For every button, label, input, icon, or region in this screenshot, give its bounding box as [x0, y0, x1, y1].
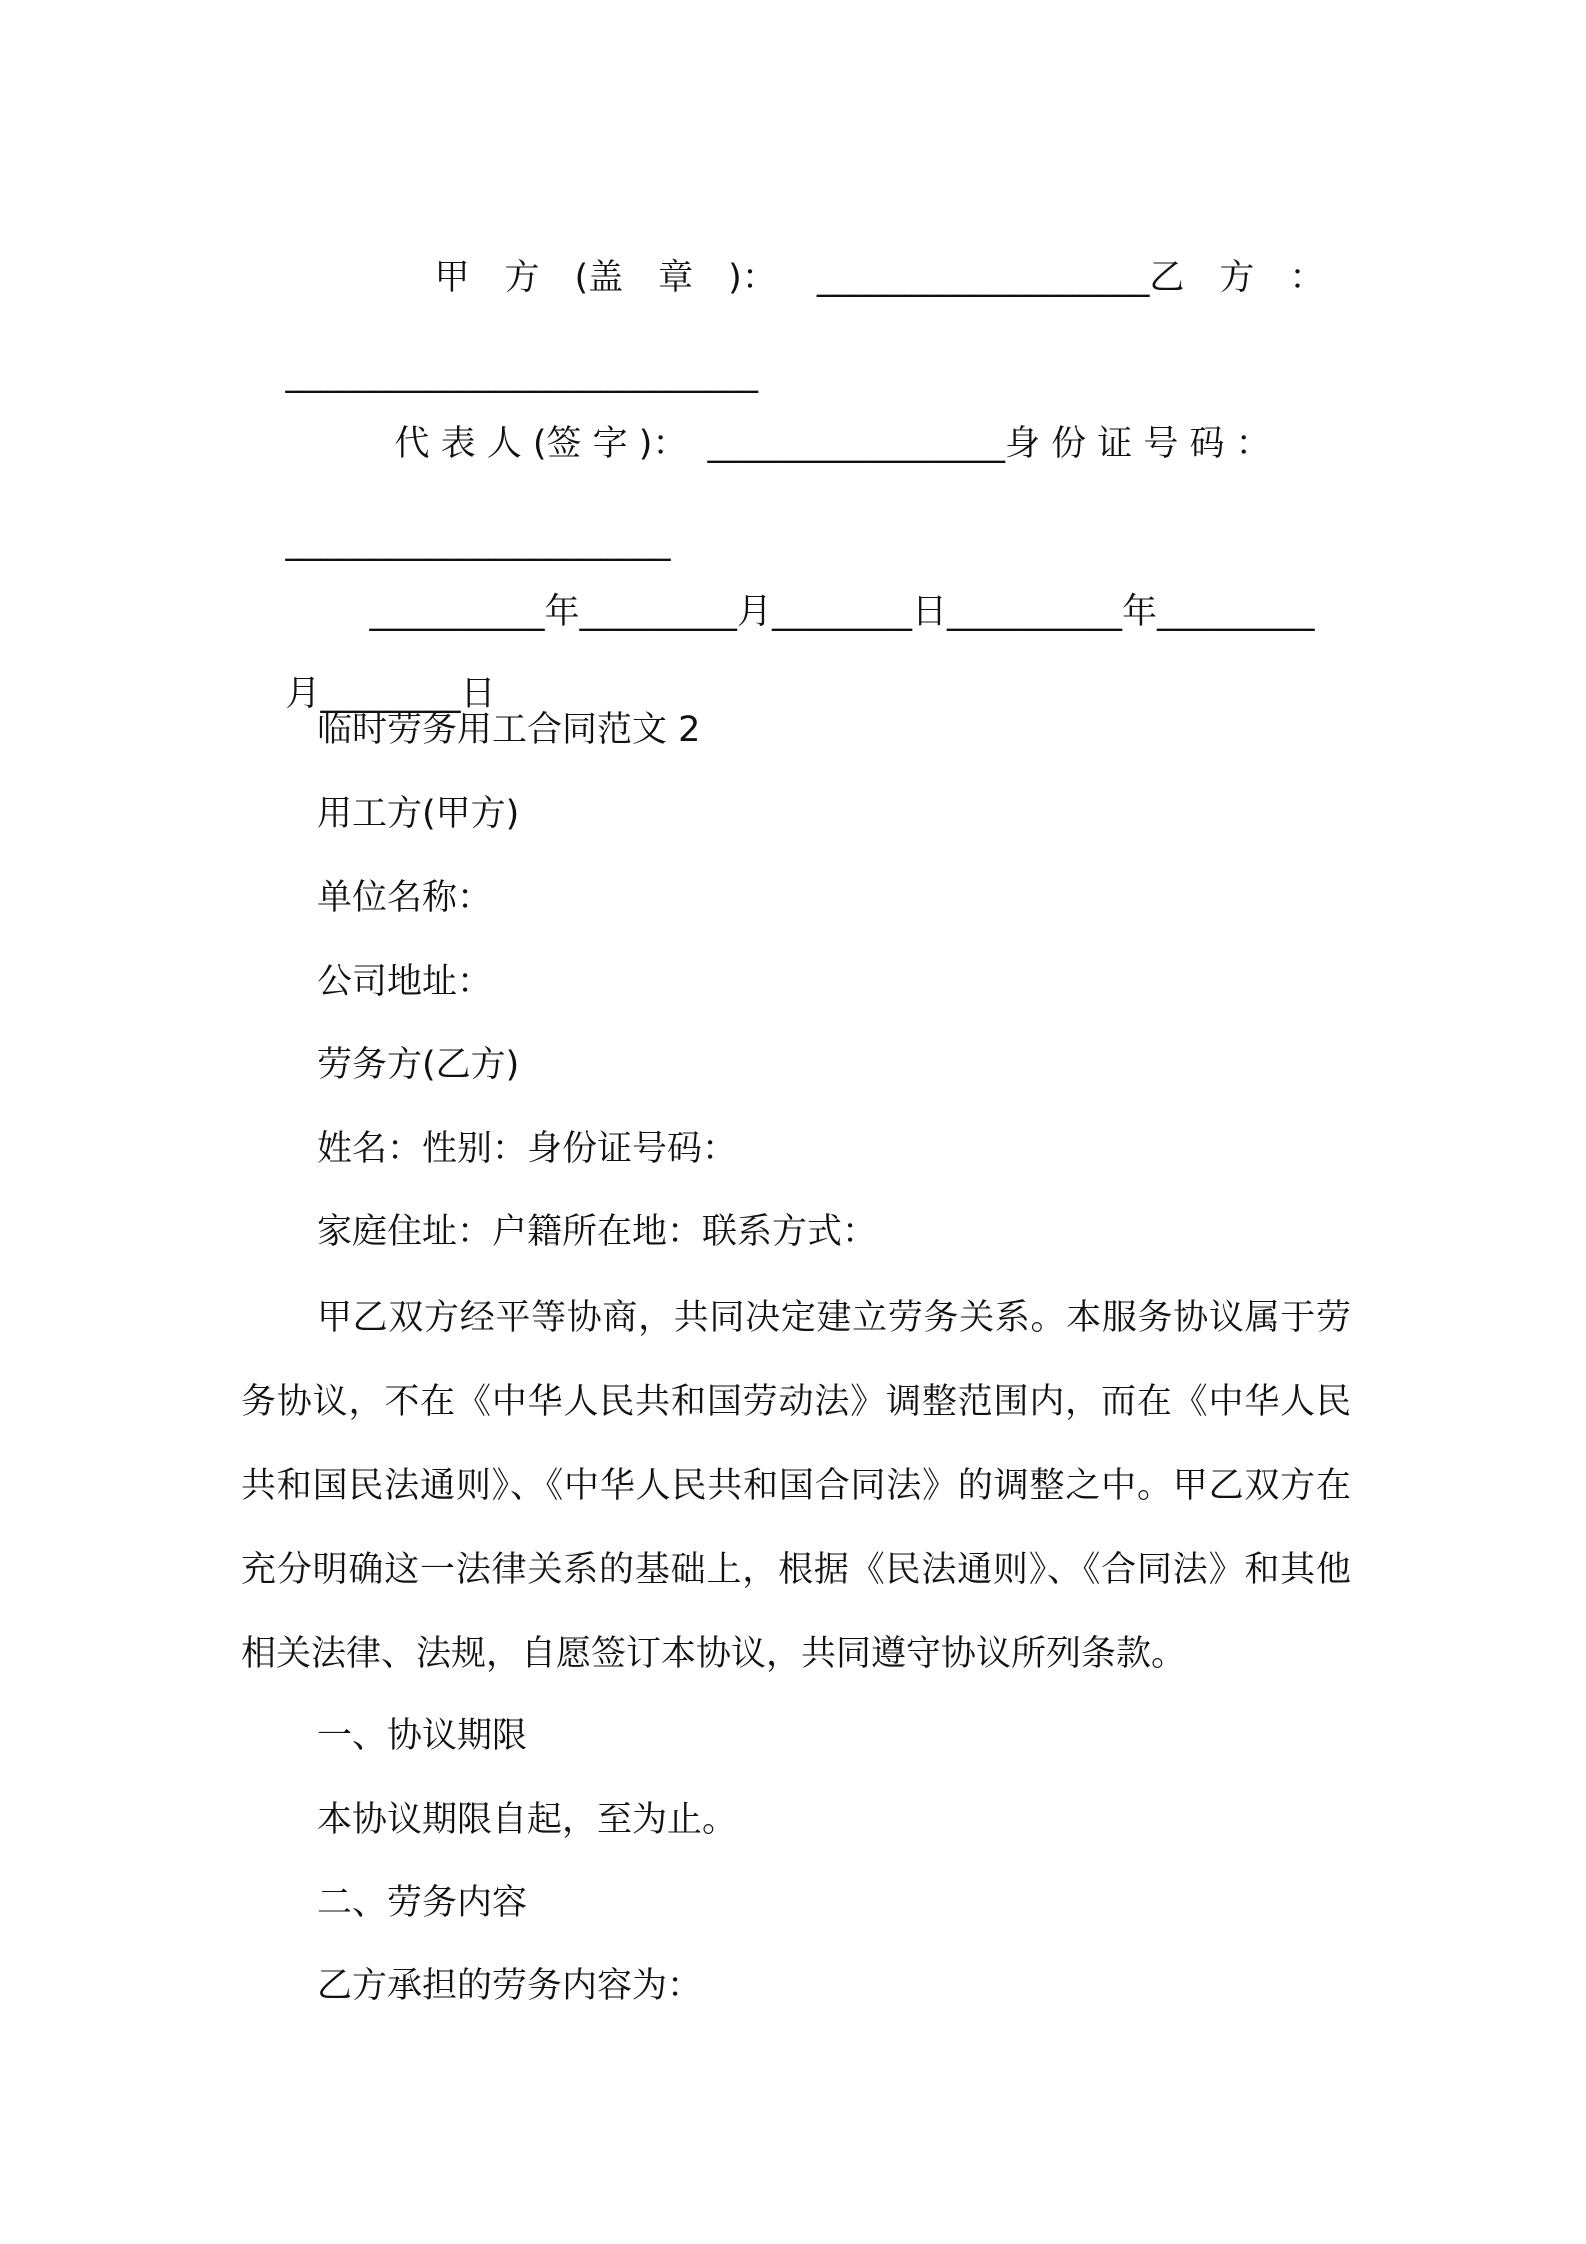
section-1-text: 本协议期限自起，至为止。 — [317, 1800, 738, 1840]
unit-name-field: 单位名称： — [317, 878, 493, 918]
date-line-1: __________年_________月________日__________年_________ — [369, 592, 1315, 632]
worker-info-field: 姓名：性别：身份证号码： — [317, 1129, 738, 1169]
intro-paragraph: 甲乙双方经平等协商，共同决定建立劳务关系。本服务协议属于劳务协议，不在《中华人民共和国劳动法》调整范围内，而在《中华人民共和国民法通则》、《中华人民共和国合同法》的调整之中。甲乙双方在充分明确这一法律关系的基础上，根据《民法通则》、《合同法》和其他相关法律、法规，自愿签订本协议，共同遵守协议所列条款。 — [241, 1298, 1351, 1674]
contract-title: 临时劳务用工合同范文 2 — [317, 710, 701, 750]
section-2-heading: 二、劳务内容 — [317, 1883, 528, 1923]
party-a-label: 甲 方 (盖 章 )： — [434, 258, 777, 298]
date-line-2: 月________日 — [285, 674, 496, 714]
worker-heading: 劳务方(乙方) — [317, 1045, 520, 1085]
worker-contact-field: 家庭住址：户籍所在地：联系方式： — [317, 1212, 878, 1252]
representative-blank: _________________ — [707, 424, 1005, 464]
section-2-text: 乙方承担的劳务内容为： — [317, 1966, 703, 2006]
party-a-blank: ___________________ — [816, 258, 1150, 298]
id-number-label: 身 份 证 号 码 ： — [1004, 424, 1271, 464]
party-b-label: 乙 方 ： — [1149, 258, 1325, 298]
company-address-field: 公司地址： — [317, 962, 493, 1002]
representative-label: 代 表 人 (签 字 )： — [394, 424, 688, 464]
party-b-blank: ___________________________ — [285, 354, 759, 394]
employer-heading: 用工方(甲方) — [317, 794, 520, 834]
id-number-blank: ______________________ — [285, 522, 671, 562]
section-1-heading: 一、协议期限 — [317, 1716, 528, 1756]
